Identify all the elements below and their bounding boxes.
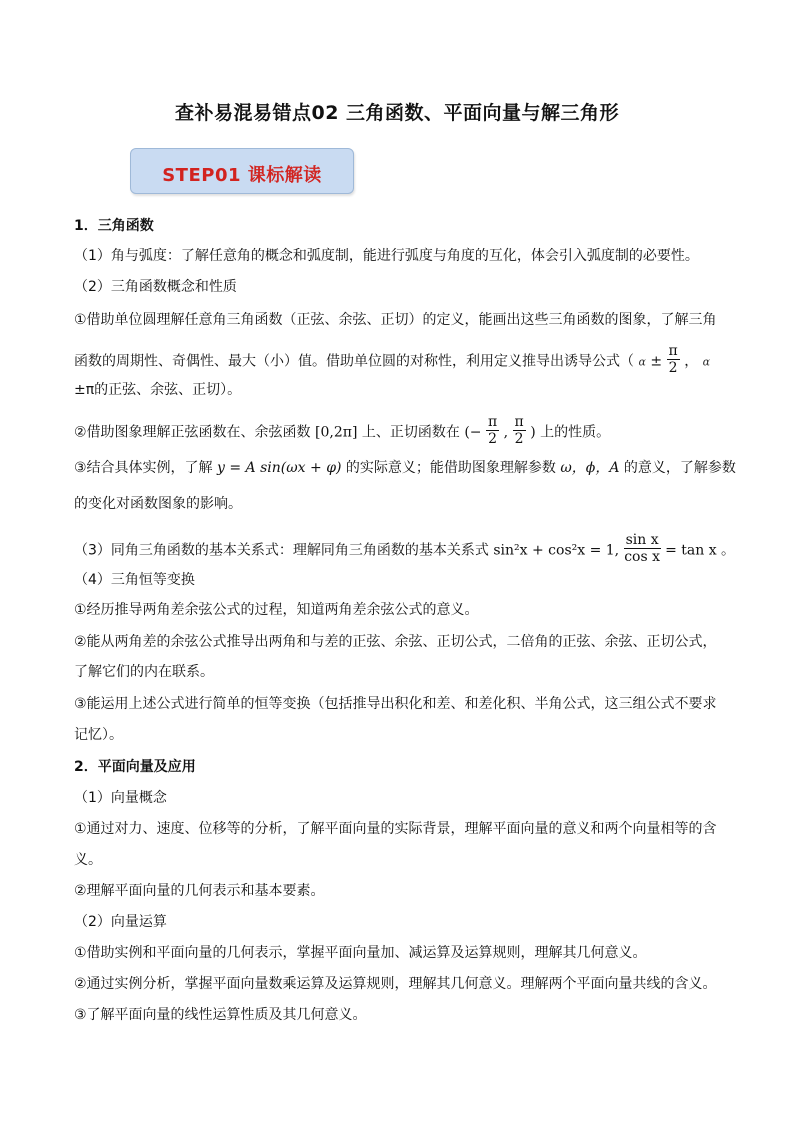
pythagorean-identity: sin²x + cos²x = 1, bbox=[493, 542, 620, 559]
plus-minus-symbol: ± bbox=[650, 353, 663, 370]
fraction-denominator: 2 bbox=[488, 431, 498, 447]
paragraph: 的变化对函数图象的影响。 bbox=[74, 496, 242, 512]
text: 的实际意义；能借助图象理解参数 bbox=[345, 460, 556, 476]
section-2-heading: 2．平面向量及应用 bbox=[74, 759, 196, 775]
pi-over-two-fraction bbox=[667, 343, 680, 376]
paragraph: ①经历推导两角差余弦公式的过程，知道两角差余弦公式的意义。 bbox=[74, 602, 479, 618]
paragraph: ②理解平面向量的几何表示和基本要素。 bbox=[74, 883, 325, 899]
step-label: STEP01 课标解读 bbox=[162, 165, 322, 186]
paragraph: ①借助单位圆理解任意角三角函数（正弦、余弦、正切）的定义，能画出这些三角函数的图象，了解三角 bbox=[74, 312, 717, 328]
fraction-denominator: 2 bbox=[668, 360, 678, 376]
section-1-heading: 1．三角函数 bbox=[74, 218, 154, 234]
fraction-denominator: cos x bbox=[624, 549, 661, 565]
pi-over-two-fraction bbox=[513, 414, 526, 447]
step-banner bbox=[130, 148, 354, 194]
text: （3）同角三角函数的基本关系式：理解同角三角函数的基本关系式 bbox=[74, 542, 489, 559]
paragraph: ①借助实例和平面向量的几何表示，掌握平面向量加、减运算及运算规则，理解其几何意义。 bbox=[74, 945, 647, 961]
paragraph: ②通过实例分析，掌握平面向量数乘运算及运算规则，理解其几何意义。理解两个平面向量共线的含义。 bbox=[74, 976, 717, 992]
fraction-numerator: π bbox=[668, 343, 678, 359]
paragraph-with-formula bbox=[74, 416, 610, 449]
paragraph: ③能运用上述公式进行简单的恒等变换（包括推导出积化和差、和差化积、半角公式，这三组公式不要求 bbox=[74, 696, 717, 712]
text: 。 bbox=[721, 542, 736, 559]
paragraph: （1）向量概念 bbox=[74, 790, 167, 806]
interval-open-paren: (− bbox=[464, 424, 482, 441]
paragraph: 记忆）。 bbox=[74, 727, 123, 743]
comma: ， bbox=[684, 353, 699, 370]
sinusoid-formula: y = A sin(ωx + φ) bbox=[217, 460, 342, 476]
paragraph-with-formula bbox=[74, 458, 736, 478]
alpha-symbol: α bbox=[638, 355, 646, 369]
tan-fraction bbox=[624, 532, 661, 565]
paragraph: （2）三角函数概念和性质 bbox=[74, 279, 237, 295]
page-title: 查补易混易错点02 三角函数、平面向量与解三角形 bbox=[174, 102, 620, 124]
text: ③结合具体实例，了解 bbox=[74, 460, 213, 476]
paragraph: （2）向量运算 bbox=[74, 914, 167, 930]
pi-over-two-fraction bbox=[486, 414, 499, 447]
fraction-numerator: π bbox=[514, 414, 524, 430]
paragraph: 义。 bbox=[74, 852, 102, 868]
paragraph: ①通过对力、速度、位移等的分析，了解平面向量的实际背景，理解平面向量的意义和两个向量相等的含 bbox=[74, 821, 717, 837]
text: 的意义，了解参数 bbox=[623, 460, 736, 476]
fraction-numerator: π bbox=[487, 414, 498, 430]
text: 上、正切函数在 bbox=[361, 424, 460, 441]
fraction-denominator: 2 bbox=[514, 431, 524, 447]
paragraph: ②能从两角差的余弦公式推导出两角和与差的正弦、余弦、正切公式，二倍角的正弦、余弦、正切公式， bbox=[74, 634, 717, 650]
parameters: ω，ϕ，A bbox=[560, 460, 620, 476]
tan-identity: = tan x bbox=[665, 542, 717, 559]
interval-formula: [0,2π] bbox=[315, 424, 358, 441]
paragraph: ③了解平面向量的线性运算性质及其几何意义。 bbox=[74, 1007, 367, 1023]
alpha-symbol: α bbox=[702, 355, 711, 369]
paragraph: 了解它们的内在联系。 bbox=[74, 664, 214, 680]
paragraph: （1）角与弧度：了解任意角的概念和弧度制，能进行弧度与角度的互化，体会引入弧度制的必要性。 bbox=[74, 248, 699, 264]
paragraph-with-formula bbox=[74, 534, 735, 567]
interval-comma: , bbox=[503, 424, 509, 441]
text: ②借助图象理解正弦函数在、余弦函数 bbox=[74, 424, 311, 441]
text: 上的性质。 bbox=[540, 424, 611, 441]
text: 函数的周期性、奇偶性、最大（小）值。借助单位圆的对称性，利用定义推导出诱导公式（ bbox=[74, 353, 634, 370]
interval-close-paren: ) bbox=[530, 424, 536, 441]
paragraph-with-formula bbox=[74, 345, 710, 378]
paragraph: ±π的正弦、余弦、正切）。 bbox=[74, 382, 242, 398]
paragraph: （4）三角恒等变换 bbox=[74, 572, 195, 588]
fraction-numerator: sin x bbox=[625, 532, 659, 548]
